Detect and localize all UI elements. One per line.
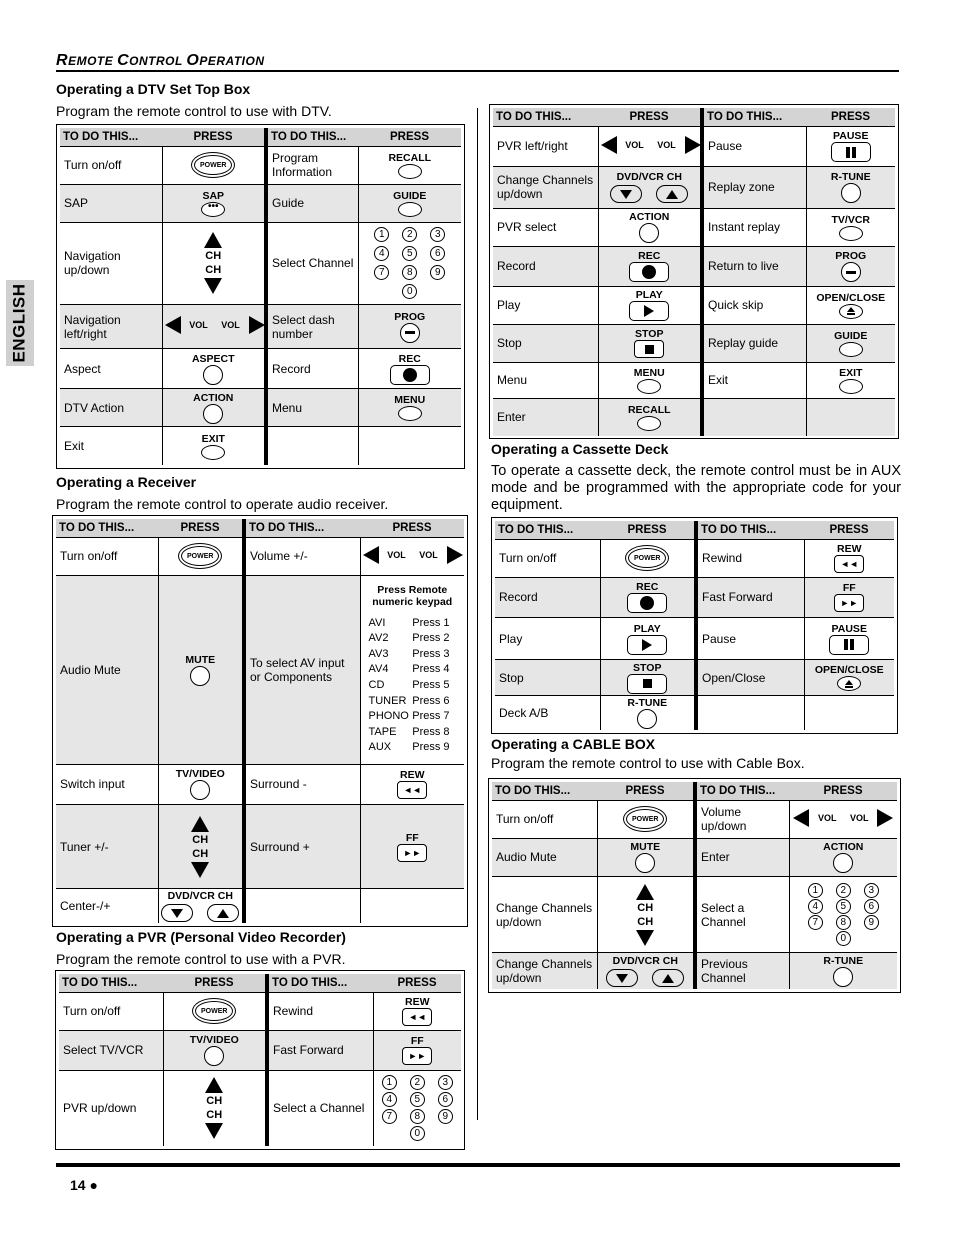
pvr-intro: Program the remote control to use with a PVR. [56, 951, 346, 967]
numeric-keypad-icon: 1 2 3 4 5 6 7 8 9 0 [361, 227, 460, 299]
openclose-button-icon [839, 304, 863, 319]
pause-button-icon [829, 635, 869, 655]
ff-button-icon: ►► [397, 844, 427, 862]
rtune-button-icon [833, 967, 853, 987]
ch-updown-icon: CH CH [600, 884, 692, 946]
mute-button-icon [190, 666, 210, 686]
dtv-heading: Operating a DTV Set Top Box [56, 81, 251, 97]
tvvcr-button-icon [839, 226, 863, 241]
ch-updown-icon: CH CH [161, 816, 241, 878]
rec-button-icon [629, 262, 669, 282]
rec-button-icon [627, 593, 667, 613]
rtune-button-icon [841, 183, 861, 203]
sap-button-icon: ••• [201, 202, 225, 217]
cassette-intro: To operate a cassette deck, the remote control must be in AUX mode and be programmed with the appropriate code for your equipment. [491, 463, 901, 513]
aspect-button-icon [203, 365, 223, 385]
footer-rule [56, 1163, 900, 1167]
dvdvcr-ch-icon [161, 904, 241, 922]
pvr-heading: Operating a PVR (Personal Video Recorder) [56, 929, 346, 945]
source-list: AVI Press 1 AV2 Press 2 AV3 Press 3 AV4 Press 4 CD Press 5 TUNER Press 6 PHONO Press 7 TAPE Press 8 AUX Press 9 [368, 616, 450, 754]
action-button-icon [833, 853, 853, 873]
rew-button-icon: ◄◄ [397, 781, 427, 799]
receiver-table: TO DO THIS... PRESS TO DO THIS... PRESS Turn on/off POWER Volume +/- VOL VOL Audio Mute MUTE To select AV input or Components Press Remote numeric keypad AVI Press 1 AV2 Press 2 AV3 Press 3 AV4 Press 4 CD Press 5 TUNER Press 6 PHONO Press 7 TAPE Press 8 AUX Press 9 Switch input TV/VIDEO Surround - REW ◄◄ Tuner +/- CH CH Surround + FF ►► Center-/+ DVD/VCR CH [52, 515, 468, 927]
cassette-heading: Operating a Cassette Deck [491, 441, 669, 457]
cable-table: TO DO THIS... PRESS TO DO THIS... PRESS Turn on/off POWER Volume up/down VOL VOL Audio Mute MUTE Enter ACTION Change Channels up/down CH CH Select a Channel 1 2 3 4 5 6 7 8 9 0 Change Channels up/down DVD/VCR CH Previous Channel R-TUNE [488, 778, 901, 993]
ff-button-icon: ►► [834, 594, 864, 612]
vol-leftright-icon: VOL VOL [601, 136, 701, 154]
page-number: 14 ● [70, 1177, 98, 1193]
rew-button-icon: ◄◄ [402, 1008, 432, 1026]
ch-updown-icon: CH CH [166, 1077, 264, 1139]
action-button-icon [203, 404, 223, 424]
recall-button-icon [398, 164, 422, 179]
vol-leftright-icon: VOL VOL [793, 809, 893, 827]
language-tab: ENGLISH [6, 280, 34, 366]
menu-button-icon [398, 406, 422, 421]
rew-button-icon: ◄◄ [834, 555, 864, 573]
power-button-icon: POWER [192, 998, 236, 1024]
mute-button-icon [635, 853, 655, 873]
vol-leftright-icon: VOL VOL [165, 316, 265, 334]
dvdvcr-ch-icon [600, 969, 692, 987]
ch-updown-icon: CH CH [165, 232, 263, 294]
dtv-table: TO DO THIS... PRESS TO DO THIS... PRESS Turn on/off POWER Program Information RECALL SAP SAP ••• Guide GUIDE Navigation up/down CH CH Select Channel 1 2 3 4 5 6 7 8 9 0 Navigation left/right VOL VOL Select dash number PROG Aspect ASPECT Record REC DTV Action ACTION Menu MENU Exit EXIT [56, 124, 465, 469]
cable-heading: Operating a CABLE BOX [491, 736, 656, 752]
section-header: REMOTE CONTROL OPERATION [56, 52, 265, 69]
vol-leftright-icon: VOL VOL [363, 546, 463, 564]
tvvideo-button-icon [190, 780, 210, 800]
power-button-icon: POWER [178, 543, 222, 569]
receiver-intro: Program the remote control to operate audio receiver. [56, 496, 389, 512]
dvdvcr-ch-icon [601, 185, 699, 203]
prog-button-icon [841, 262, 861, 282]
numeric-keypad-icon: 1 2 3 4 5 6 7 8 9 0 [376, 1075, 460, 1141]
rec-button-icon [390, 365, 430, 385]
pvr-continued-table: TO DO THIS... PRESS TO DO THIS... PRESS PVR left/right VOL VOL Pause PAUSE Change Channels up/down DVD/VCR CH Replay zone R-TUNE PVR select ACTION Instant replay TV/VCR Record REC Return to live PROG Play PLAY Quick skip OPEN/CLOSE Stop STOP Replay guide GUIDE Menu MENU Exit EXIT Enter RECALL [489, 104, 899, 439]
action-button-icon [639, 223, 659, 243]
guide-button-icon [398, 202, 422, 217]
power-button-icon: POWER [623, 806, 667, 832]
openclose-button-icon [837, 676, 861, 691]
play-button-icon [629, 301, 669, 321]
stop-button-icon [627, 674, 667, 694]
recall-button-icon [637, 416, 661, 431]
exit-button-icon [201, 445, 225, 460]
rtune-button-icon [637, 709, 657, 729]
stop-button-icon [634, 340, 664, 358]
numeric-keypad-icon: 1 2 3 4 5 6 7 8 9 0 [792, 883, 896, 946]
tvvideo-button-icon [204, 1046, 224, 1066]
receiver-heading: Operating a Receiver [56, 474, 197, 490]
exit-button-icon [839, 379, 863, 394]
pause-button-icon [831, 142, 871, 162]
guide-button-icon [839, 342, 863, 357]
column-divider [477, 108, 478, 1120]
play-button-icon [627, 635, 667, 655]
prog-button-icon [400, 323, 420, 343]
pvr-table: TO DO THIS... PRESS TO DO THIS... PRESS Turn on/off POWER Rewind REW ◄◄ Select TV/VCR TV/VIDEO Fast Forward FF ►► PVR up/down CH CH Select a Channel 1 2 3 4 5 6 7 8 9 0 [55, 970, 465, 1150]
keypad-title: Press Remote numeric keypad [372, 583, 453, 608]
menu-button-icon [637, 379, 661, 394]
power-button-icon: POWER [625, 545, 669, 571]
power-button-icon: POWER [191, 152, 235, 178]
cable-intro: Program the remote control to use with Cable Box. [491, 755, 805, 771]
header-rule [56, 70, 899, 72]
dtv-intro: Program the remote control to use with DTV. [56, 103, 332, 119]
cassette-table: TO DO THIS... PRESS TO DO THIS... PRESS Turn on/off POWER Rewind REW ◄◄ Record REC Fast Forward FF ►► Play PLAY Pause PAUSE Stop STOP Open/Close OPEN/CLOSE Deck A/B R-TUNE [491, 517, 898, 734]
ff-button-icon: ►► [402, 1047, 432, 1065]
